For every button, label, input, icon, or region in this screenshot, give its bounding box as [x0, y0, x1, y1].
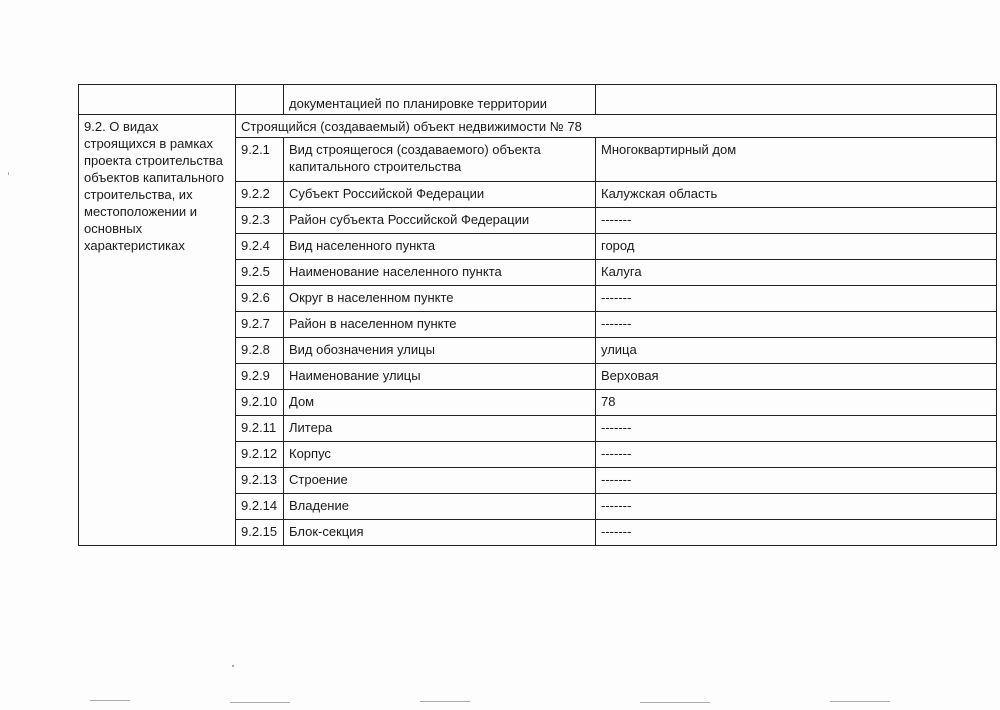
row-name: Наименование населенного пункта [284, 260, 596, 286]
row-number: 9.2.9 [236, 364, 284, 390]
row-name: Район в населенном пункте [284, 312, 596, 338]
scan-artifact [230, 702, 290, 703]
table-row-section-header [79, 115, 997, 138]
row-value: 78 [596, 390, 997, 416]
row-number: 9.2.13 [236, 468, 284, 494]
row-name: Корпус [284, 442, 596, 468]
row-name: Блок-секция [284, 520, 596, 546]
row-name: Строение [284, 468, 596, 494]
row-number: 9.2.1 [236, 138, 284, 182]
row-name: Наименование улицы [284, 364, 596, 390]
scan-artifact [8, 172, 9, 175]
row-name: Субъект Российской Федерации [284, 182, 596, 208]
section-label: 9.2. О видах строящихся в рамках проекта строительства объектов капитального строительства, их местоположении и основных характеристиках [84, 119, 224, 253]
row-value: ------- [596, 208, 997, 234]
row-value: ------- [596, 312, 997, 338]
object-title-cell [236, 115, 997, 138]
row-name: Вид обозначения улицы [284, 338, 596, 364]
row-name: Вид населенного пункта [284, 234, 596, 260]
row-value: ------- [596, 416, 997, 442]
top-row-label: документацией по планировке территории [289, 96, 547, 111]
empty-cell [596, 85, 997, 115]
row-value: ------- [596, 520, 997, 546]
row-number: 9.2.8 [236, 338, 284, 364]
row-number: 9.2.12 [236, 442, 284, 468]
row-value: улица [596, 338, 997, 364]
scan-artifact [640, 702, 710, 703]
row-number: 9.2.5 [236, 260, 284, 286]
scan-artifact [420, 701, 470, 702]
scan-artifact [830, 701, 890, 702]
row-value: ------- [596, 468, 997, 494]
row-number: 9.2.11 [236, 416, 284, 442]
row-name: Район субъекта Российской Федерации [284, 208, 596, 234]
empty-cell [79, 85, 236, 115]
section-label-cell [79, 115, 236, 546]
row-value: город [596, 234, 997, 260]
row-value: Верховая [596, 364, 997, 390]
row-name: Вид строящегося (создаваемого) объекта капитального строительства [284, 138, 596, 182]
empty-cell [236, 85, 284, 115]
row-value: Многоквартирный дом [596, 138, 997, 182]
object-info-table [78, 84, 997, 546]
row-value: Калужская область [596, 182, 997, 208]
row-number: 9.2.3 [236, 208, 284, 234]
row-value: ------- [596, 442, 997, 468]
object-title: Строящийся (создаваемый) объект недвижимости № 78 [241, 119, 582, 134]
row-value: ------- [596, 286, 997, 312]
scan-artifact [90, 700, 130, 701]
row-number: 9.2.6 [236, 286, 284, 312]
row-name: Владение [284, 494, 596, 520]
top-row-text [284, 85, 596, 115]
row-number: 9.2.7 [236, 312, 284, 338]
scan-artifact [232, 665, 234, 667]
row-name: Литера [284, 416, 596, 442]
row-number: 9.2.10 [236, 390, 284, 416]
row-number: 9.2.15 [236, 520, 284, 546]
row-number: 9.2.4 [236, 234, 284, 260]
row-number: 9.2.14 [236, 494, 284, 520]
row-value: ------- [596, 494, 997, 520]
row-name: Округ в населенном пункте [284, 286, 596, 312]
row-name: Дом [284, 390, 596, 416]
row-number: 9.2.2 [236, 182, 284, 208]
row-value: Калуга [596, 260, 997, 286]
table-row-top [79, 85, 997, 115]
